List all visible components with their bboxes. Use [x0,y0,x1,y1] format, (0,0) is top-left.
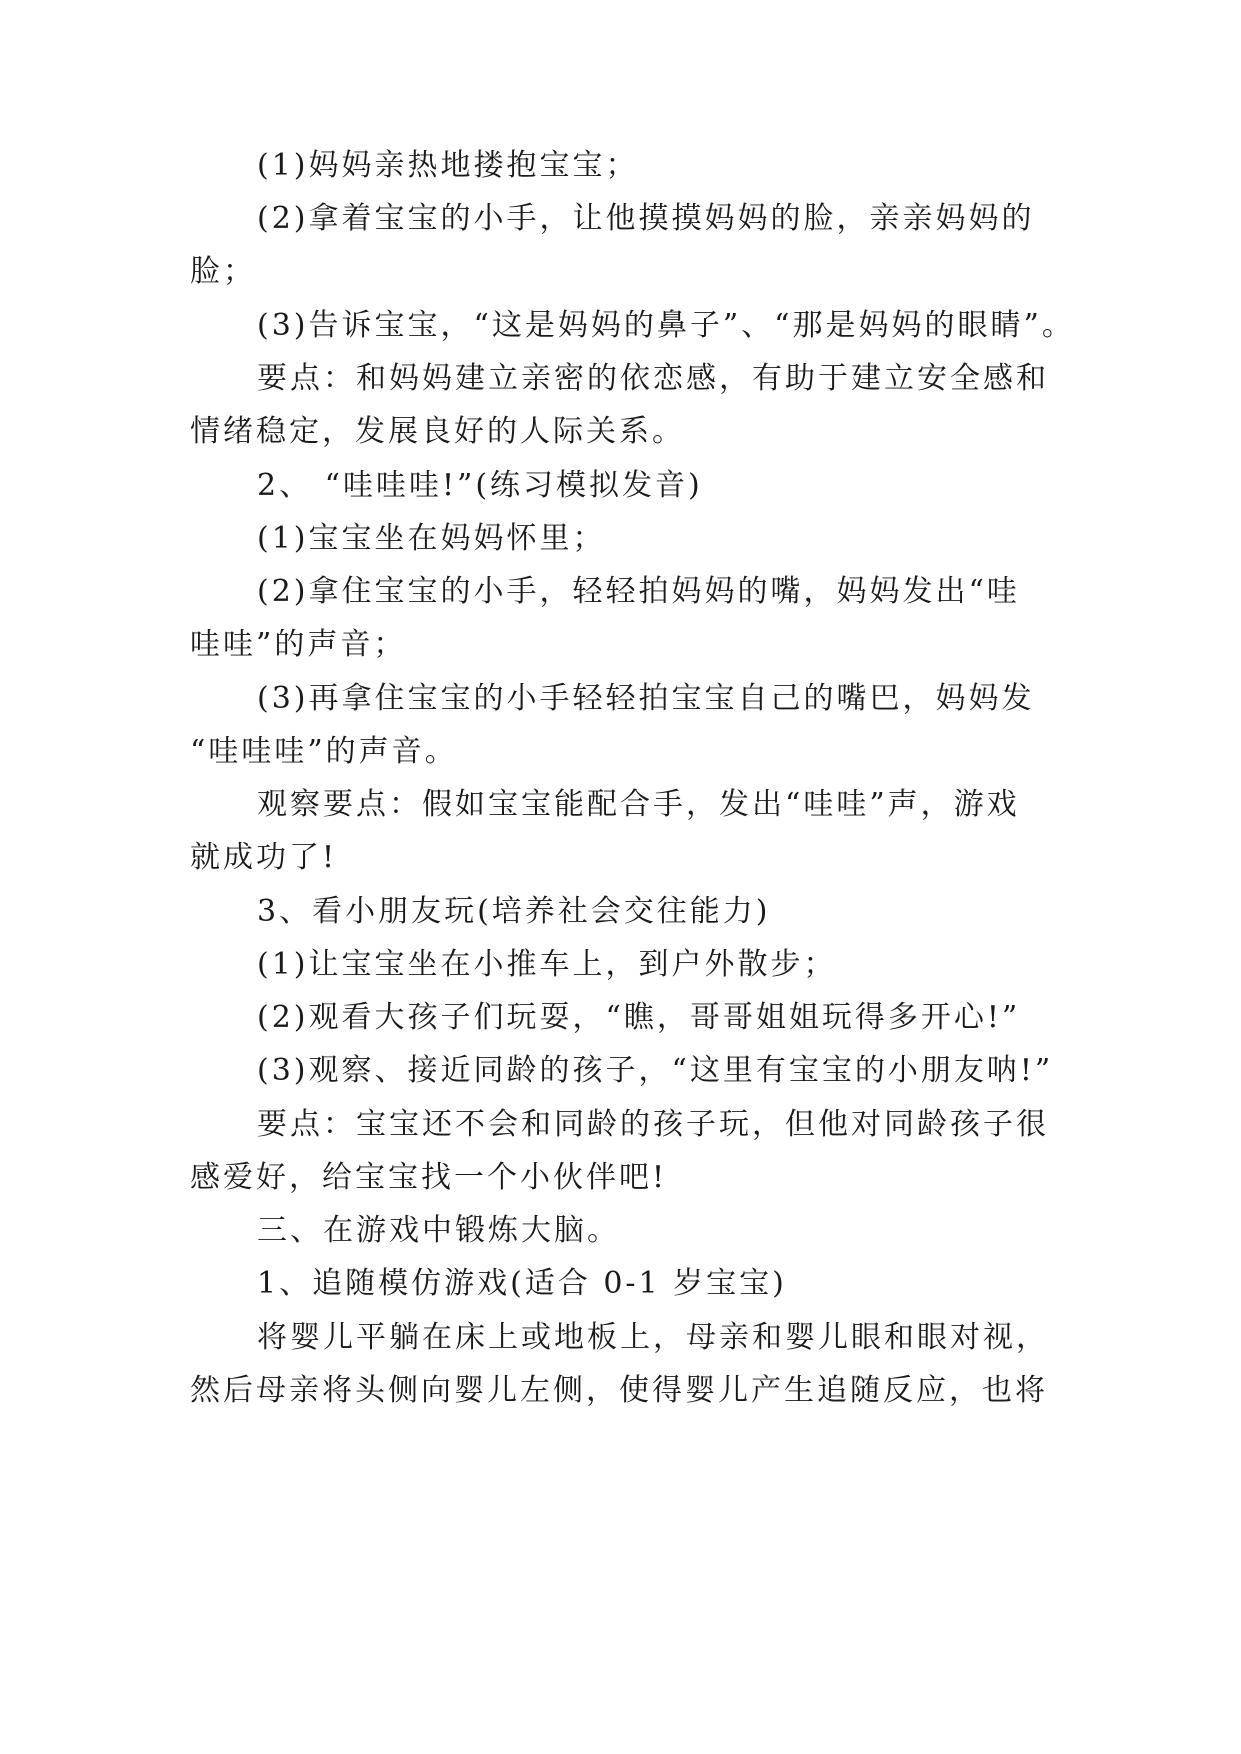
paragraph-line: 脸； [190,254,256,289]
paragraph-line: 就成功了! [190,840,338,875]
paragraph-line: (1)宝宝坐在妈妈怀里； [257,521,606,556]
paragraph-line: 情绪稳定，发展良好的人际关系。 [190,414,685,449]
section-heading: 三、在游戏中锻炼大脑。 [257,1213,620,1248]
paragraph-line: 哇哇”的声音； [190,627,407,662]
paragraph-line: (3)观察、接近同龄的孩子，“这里有宝宝的小朋友呐!” [257,1053,1054,1088]
paragraph-line: (1)妈妈亲热地搂抱宝宝； [257,148,639,183]
paragraph-line: 要点：和妈妈建立亲密的依恋感，有助于建立安全感和 [257,361,1049,396]
paragraph-line: (2)拿住宝宝的小手，轻轻拍妈妈的嘴，妈妈发出“哇 [257,574,1020,609]
paragraph-line: “哇哇哇”的声音。 [190,734,458,769]
section-heading: 2、 “哇哇哇!”(练习模拟发音) [257,468,703,503]
paragraph-line: (2)观看大孩子们玩耍，“瞧，哥哥姐姐玩得多开心!” [257,1000,1021,1035]
section-heading: 1、追随模仿游戏(适合 0-1 岁宝宝) [257,1266,787,1301]
paragraph-line: 要点：宝宝还不会和同龄的孩子玩，但他对同龄孩子很 [257,1107,1049,1142]
section-heading: 3、看小朋友玩(培养社会交往能力) [257,894,771,929]
paragraph-line: (2)拿着宝宝的小手，让他摸摸妈妈的脸，亲亲妈妈的 [257,201,1035,236]
paragraph-line: 然后母亲将头侧向婴儿左侧，使得婴儿产生追随反应，也将 [190,1373,1048,1408]
paragraph-line: 感爱好，给宝宝找一个小伙伴吧! [190,1160,668,1195]
paragraph-line: 观察要点：假如宝宝能配合手，发出“哇哇”声，游戏 [257,787,1020,822]
paragraph-line: (3)告诉宝宝，“这是妈妈的鼻子”、“那是妈妈的眼睛”。 [257,308,1075,343]
paragraph-line: (3)再拿住宝宝的小手轻轻拍宝宝自己的嘴巴，妈妈发 [257,681,1035,716]
paragraph-line: 将婴儿平躺在床上或地板上，母亲和婴儿眼和眼对视， [257,1320,1049,1355]
paragraph-line: (1)让宝宝坐在小推车上，到户外散步； [257,947,837,982]
